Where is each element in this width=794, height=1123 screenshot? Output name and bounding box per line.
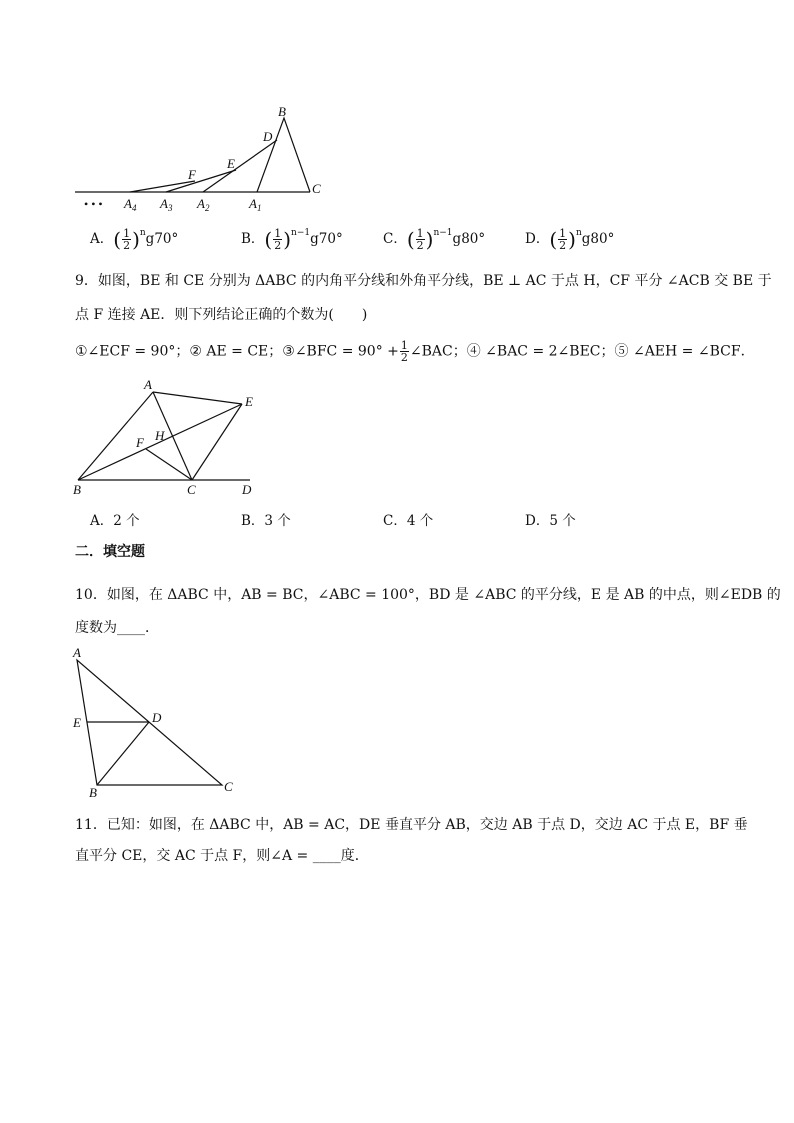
q8-option-b[interactable]: B．( $\frac{1}{2}$ )$^{n-1}$g70° (241, 227, 343, 252)
figure-q9 (70, 375, 270, 500)
label-f: F (188, 167, 196, 182)
label-d: D (263, 129, 273, 144)
label-a: A (73, 645, 81, 660)
label-c: C (187, 482, 196, 497)
label-dots: • • • (84, 197, 103, 211)
label-c: C (312, 181, 321, 196)
label-b: B (73, 482, 81, 497)
label-c: C (224, 779, 233, 794)
label-e: E (245, 394, 253, 409)
q8-option-c[interactable]: C．( $\frac{1}{2}$ )$^{n-1}$g80° (383, 227, 486, 252)
section-title: 二．填空题 (75, 544, 145, 560)
q11-stem-line1: 11．已知：如图，在 ΔABC 中，AB = AC，DE 垂直平分 AB，交边 AB 于点 D，交边 AC 于点 E，BF 垂 (75, 817, 748, 833)
q9-conclusions: ①∠ECF = 90°；② AE = CE；③∠BFC = 90° + $\frac{1}{2}$ ∠BAC；④ ∠BAC = 2∠BEC；⑤ ∠AEH = ∠BCF． (75, 339, 755, 364)
label-f: F (136, 435, 144, 450)
segment-a3-e (166, 170, 236, 192)
q8-option-d[interactable]: D．( $\frac{1}{2}$ )$^n$g80° (525, 227, 615, 252)
figure-q10 (65, 645, 250, 800)
label-a3: $A_3$ (160, 196, 173, 213)
seg-bd (97, 722, 149, 785)
label-a2: $A_2$ (197, 196, 210, 213)
label-d: D (242, 482, 252, 497)
label-e: E (73, 715, 81, 730)
q10-stem-line1: 10．如图，在 ΔABC 中，AB = BC，∠ABC = 100°，BD 是 ∠ABC 的平分线，E 是 AB 的中点，则∠EDB 的 (75, 587, 781, 603)
figure-q8 (70, 100, 340, 220)
q9-option-d[interactable]: D．5 个 (525, 513, 576, 529)
q9-option-b[interactable]: B．3 个 (241, 513, 291, 529)
label-h: H (155, 428, 165, 443)
q9-stem-line1: 9．如图，BE 和 CE 分别为 ΔABC 的内角平分线和外角平分线，BE ⊥ AC 于点 H，CF 平分 ∠ACB 交 BE 于 (75, 273, 772, 289)
label-b: B (89, 785, 97, 800)
seg-ae (153, 392, 242, 404)
q8-option-a[interactable]: A．( $\frac{1}{2}$ )$^n$g70° (90, 227, 179, 252)
q9-option-c[interactable]: C．4 个 (383, 513, 434, 529)
q10-stem-line2: 度数为____． (75, 620, 159, 636)
label-a1: $A_1$ (249, 196, 262, 213)
label-d: D (152, 710, 162, 725)
label-e: E (227, 156, 235, 171)
q11-stem-line2: 直平分 CE，交 AC 于点 F，则∠A = ____度． (75, 848, 369, 864)
label-a: A (144, 377, 152, 392)
q9-option-a[interactable]: A．2 个 (90, 513, 140, 529)
label-a4: $A_4$ (124, 196, 137, 213)
label-b: B (278, 104, 286, 119)
q9-stem-line2: 点 F 连接 AE．则下列结论正确的个数为( ) (75, 307, 368, 323)
